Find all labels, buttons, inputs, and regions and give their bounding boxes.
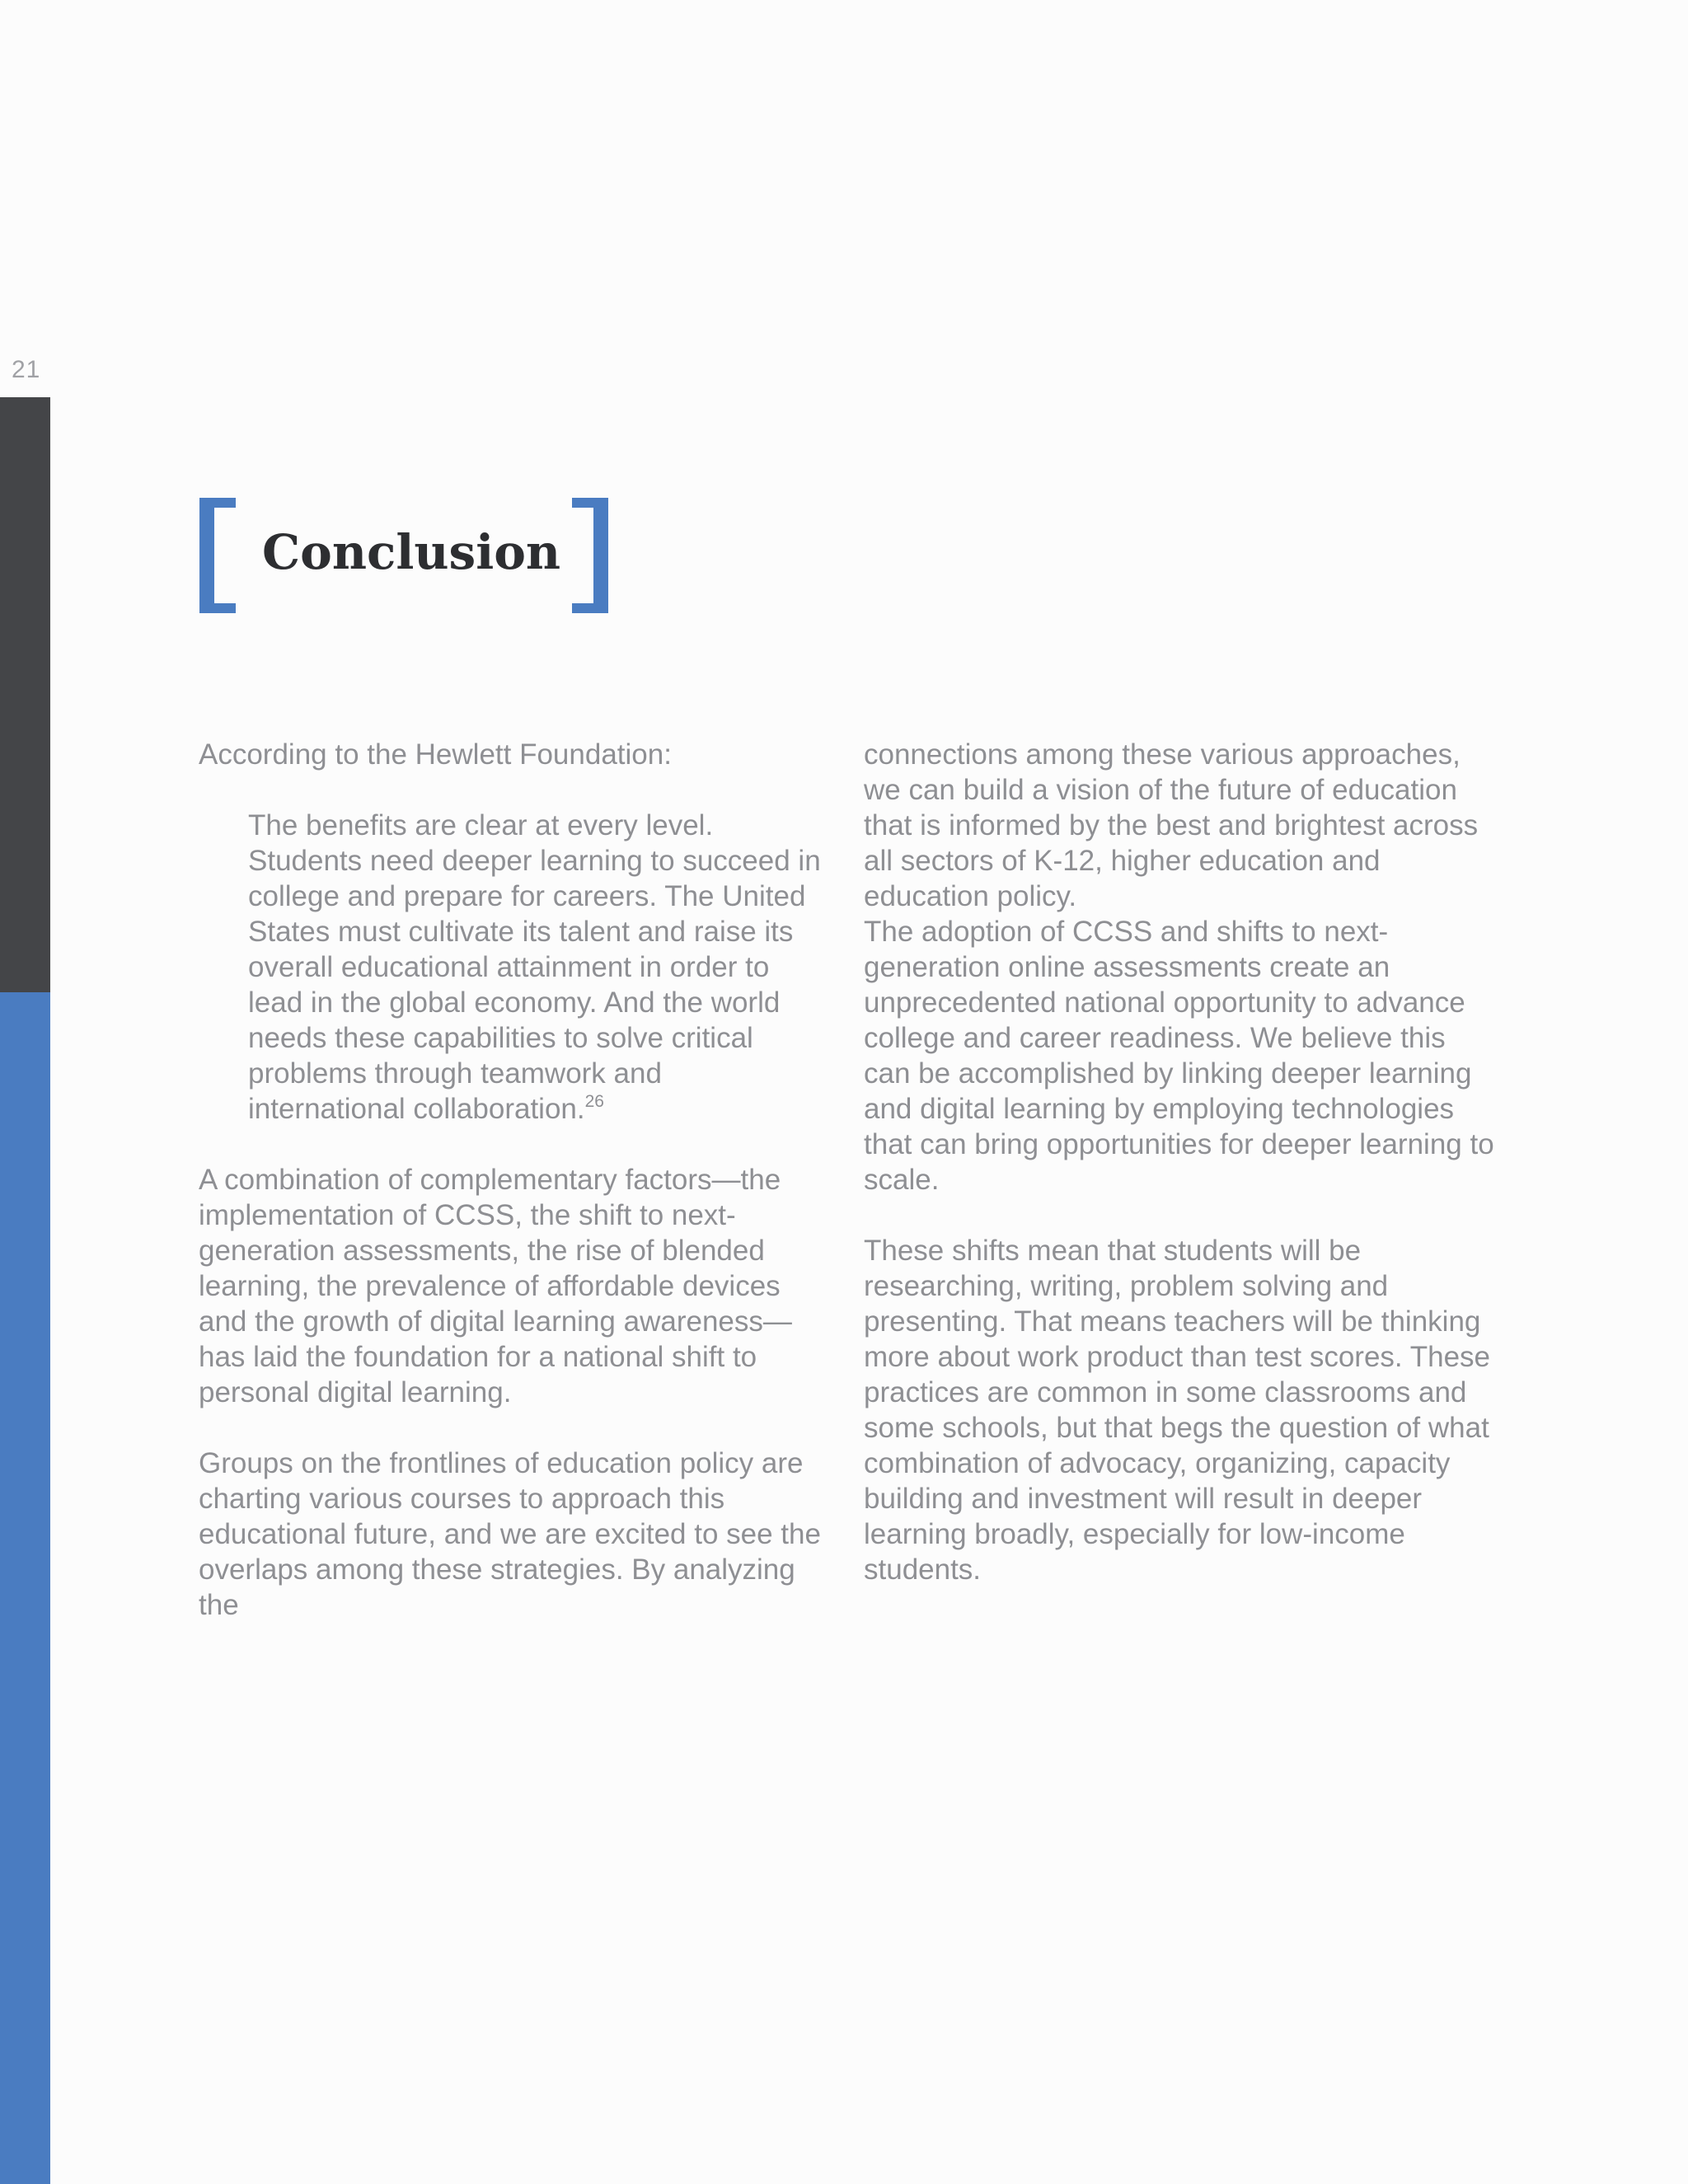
body-paragraph-factors: A combination of complementary factors—the implementation of CCSS, the shift to next-generation assessments, the rise of blended learning, the prevalence of affordable devices and the growth of digital learning awareness—has laid the foundation for a national shift to personal digital learning. bbox=[199, 1164, 792, 1408]
body-paragraph-adoption: The adoption of CCSS and shifts to next-generation online assessments create an unprecedented national opportunity to advance college and career readiness. We believe this can be accomplished by linking deeper learning and digital learning by employing technologies that can bring opportunities for deeper learning to scale. bbox=[864, 916, 1494, 1196]
sidebar-blue-band bbox=[0, 992, 50, 2184]
page-number: 21 bbox=[12, 356, 41, 383]
block-quote-text: The benefits are clear at every level. Students need deeper learning to succeed in college and prepare for careers. The United States must cultivate its talent and raise its overall educational attainment in order to lead in the global economy. And the world needs these capabilities to solve critical problems through teamwork and international collaboration. bbox=[248, 809, 821, 1125]
right-bracket-decoration bbox=[572, 498, 608, 613]
right-column bbox=[864, 737, 1498, 1587]
intro-paragraph: According to the Hewlett Foundation: bbox=[199, 738, 672, 771]
left-column bbox=[199, 737, 827, 1623]
page-title: Conclusion bbox=[262, 524, 561, 580]
body-paragraph-groups-continued: connections among these various approaches, we can build a vision of the future of education that is informed by the best and brightest across all sectors of K-12, higher education and education policy. bbox=[864, 738, 1479, 912]
footnote-reference: 26 bbox=[584, 1092, 604, 1111]
left-bracket-decoration bbox=[199, 498, 236, 613]
body-paragraph-shifts: These shifts mean that students will be researching, writing, problem solving and presenting. That means teachers will be thinking more about work product than test scores. These practices are common in some classrooms and some schools, but that begs the question of what combination of advocacy, organizing, capacity building and investment will result in deeper learning broadly, especially for low-income students. bbox=[864, 1235, 1491, 1586]
block-quote bbox=[248, 808, 827, 1127]
body-paragraph-groups: Groups on the frontlines of education policy are charting various courses to approach this educational future, and we are excited to see the overlaps among these strategies. By analyzing the bbox=[199, 1447, 821, 1621]
sidebar-dark-band bbox=[0, 397, 50, 992]
